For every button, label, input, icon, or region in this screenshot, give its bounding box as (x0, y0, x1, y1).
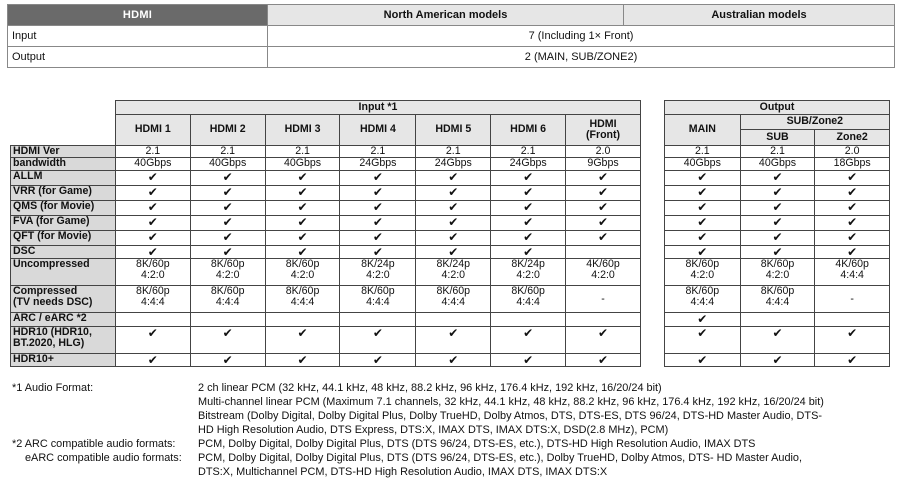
check-icon: ✔ (340, 201, 416, 216)
check-icon: ✔ (566, 186, 641, 201)
input-table-row (11, 246, 641, 259)
arc-formats-text (198, 437, 902, 451)
check-icon: ✔ (665, 201, 741, 216)
spec-value: 2.1 (416, 146, 491, 158)
feature-label: HDMI Ver (11, 146, 116, 158)
check-icon: ✔ (566, 171, 641, 186)
spec-value: 2.1 (190, 146, 265, 158)
check-icon: ✔ (340, 246, 416, 259)
output-spec-table (664, 100, 890, 367)
spec-value: 8K/24p 4:2:0 (340, 259, 416, 286)
check-icon: ✔ (190, 186, 265, 201)
input-table-row (11, 231, 641, 246)
spec-value: 2.1 (665, 146, 741, 158)
input-table-row (11, 186, 641, 201)
feature-label: HDR10 (HDR10, BT.2020, HLG) (11, 327, 116, 354)
summary-header-row (8, 5, 895, 26)
spec-value: 8K/60p 4:4:4 (340, 286, 416, 313)
check-icon: ✔ (190, 246, 265, 259)
check-icon: ✔ (566, 231, 641, 246)
hdmi-header: HDMI (8, 5, 268, 26)
spec-value (815, 313, 890, 327)
check-icon: ✔ (665, 186, 741, 201)
spec-value: 40Gbps (115, 158, 190, 171)
output-table-row (665, 158, 890, 171)
spec-value: 9Gbps (566, 158, 641, 171)
output-main-header: MAIN (665, 115, 741, 146)
arc-formats-label: *2 ARC compatible audio formats: (12, 438, 176, 450)
check-icon: ✔ (340, 216, 416, 231)
check-icon: ✔ (190, 327, 265, 354)
spec-value: 24Gbps (491, 158, 566, 171)
spec-value: 8K/24p 4:2:0 (491, 259, 566, 286)
north-american-header: North American models (268, 5, 624, 26)
check-icon: ✔ (115, 231, 190, 246)
hdmi-summary-table (7, 4, 895, 68)
check-icon: ✔ (416, 246, 491, 259)
audio-format-line: HD High Resolution Audio, DTS Express, DTS:X, IMAX DTS, IMAX DTS:X, DSD(2.8 MHz), PCM) (198, 424, 669, 436)
output-sub-header: SUB (740, 130, 815, 146)
spec-value (740, 313, 815, 327)
check-icon: ✔ (115, 171, 190, 186)
check-icon: ✔ (740, 216, 815, 231)
spec-value: - (815, 286, 890, 313)
spec-value: 4K/60p 4:4:4 (815, 259, 890, 286)
check-icon: ✔ (491, 327, 566, 354)
input-table-row (11, 354, 641, 367)
input-table-row (11, 259, 641, 286)
output-zone2-header: Zone2 (815, 130, 890, 146)
spec-value: 2.0 (815, 146, 890, 158)
output-table-row (665, 354, 890, 367)
check-icon: ✔ (665, 354, 741, 367)
check-icon: ✔ (491, 186, 566, 201)
check-icon: ✔ (190, 354, 265, 367)
feature-label: ALLM (11, 171, 116, 186)
check-icon: ✔ (416, 171, 491, 186)
check-icon: ✔ (740, 354, 815, 367)
check-icon: ✔ (665, 313, 741, 327)
output-sub-group-row (665, 115, 890, 130)
check-icon: ✔ (815, 216, 890, 231)
check-icon: ✔ (265, 327, 340, 354)
feature-label: VRR (for Game) (11, 186, 116, 201)
spec-value (265, 313, 340, 327)
spec-value: 8K/24p 4:2:0 (416, 259, 491, 286)
check-icon: ✔ (815, 231, 890, 246)
check-icon: ✔ (740, 201, 815, 216)
input-table-row (11, 201, 641, 216)
spec-value (566, 313, 641, 327)
check-icon: ✔ (115, 216, 190, 231)
spec-value: 18Gbps (815, 158, 890, 171)
input-table-row (11, 286, 641, 313)
input-table-row (11, 327, 641, 354)
australian-header: Australian models (624, 5, 895, 26)
check-icon: ✔ (815, 354, 890, 367)
check-icon: ✔ (740, 171, 815, 186)
check-icon: ✔ (665, 171, 741, 186)
spec-value: 24Gbps (416, 158, 491, 171)
spec-value: 2.1 (115, 146, 190, 158)
footnotes (12, 381, 902, 479)
feature-label: ARC / eARC *2 (11, 313, 116, 327)
check-icon: ✔ (265, 354, 340, 367)
output-table-row (665, 186, 890, 201)
check-icon: ✔ (815, 327, 890, 354)
feature-label: bandwidth (11, 158, 116, 171)
input-column-header-row (11, 115, 641, 146)
spec-value: 8K/60p 4:2:0 (665, 259, 741, 286)
check-icon: ✔ (190, 231, 265, 246)
check-icon: ✔ (566, 201, 641, 216)
check-icon: ✔ (190, 216, 265, 231)
earc-formats-line: DTS:X, Multichannel PCM, DTS-HD High Resolution Audio, IMAX DTS, IMAX DTS:X (198, 466, 608, 478)
check-icon: ✔ (265, 171, 340, 186)
earc-formats-line: PCM, Dolby Digital, Dolby Digital Plus, DTS (DTS 96/24, DTS-ES, etc.), Dolby TrueHD, Dolby Atmos, DTS- HD Master Audio, (198, 452, 802, 464)
input-table-body (11, 146, 641, 367)
output-table-row (665, 201, 890, 216)
check-icon: ✔ (340, 327, 416, 354)
input-column-header: HDMI 3 (265, 115, 340, 146)
spec-value: 4K/60p 4:2:0 (566, 259, 641, 286)
spec-value (416, 313, 491, 327)
audio-format-line: Multi-channel linear PCM (Maximum 7.1 channels, 32 kHz, 44.1 kHz, 48 kHz, 88.2 kHz, 96 kHz, 176.4 kHz, 192 kHz, 16/20/24 bit) (198, 396, 824, 408)
spec-value (566, 246, 641, 259)
output-subzone2-header: SUB/Zone2 (740, 115, 889, 130)
input-table-row (11, 171, 641, 186)
feature-label: FVA (for Game) (11, 216, 116, 231)
summary-output-row (8, 47, 895, 68)
check-icon: ✔ (566, 354, 641, 367)
spec-value: 8K/60p 4:2:0 (115, 259, 190, 286)
input-spec-table (10, 100, 641, 367)
output-table-row (665, 171, 890, 186)
spec-value: 2.1 (340, 146, 416, 158)
audio-format-note (12, 381, 902, 437)
check-icon: ✔ (815, 171, 890, 186)
check-icon: ✔ (265, 231, 340, 246)
check-icon: ✔ (665, 327, 741, 354)
spec-value: 40Gbps (190, 158, 265, 171)
feature-label: DSC (11, 246, 116, 259)
check-icon: ✔ (416, 354, 491, 367)
spec-value: 2.1 (740, 146, 815, 158)
check-icon: ✔ (491, 231, 566, 246)
input-group-row (11, 101, 641, 115)
check-icon: ✔ (566, 327, 641, 354)
spec-value (190, 313, 265, 327)
spec-value: 8K/60p 4:2:0 (265, 259, 340, 286)
summary-input-value: 7 (Including 1× Front) (268, 26, 895, 47)
input-table-row (11, 216, 641, 231)
input-column-header: HDMI 4 (340, 115, 416, 146)
output-table-body (665, 146, 890, 367)
spec-value: 2.0 (566, 146, 641, 158)
check-icon: ✔ (340, 354, 416, 367)
spec-value: 8K/60p 4:2:0 (740, 259, 815, 286)
check-icon: ✔ (815, 201, 890, 216)
summary-output-value: 2 (MAIN, SUB/ZONE2) (268, 47, 895, 68)
output-table-row (665, 146, 890, 158)
check-icon: ✔ (740, 327, 815, 354)
check-icon: ✔ (265, 201, 340, 216)
check-icon: ✔ (115, 354, 190, 367)
audio-format-line: Bitstream (Dolby Digital, Dolby Digital Plus, Dolby TrueHD, Dolby Atmos, DTS, DTS-ES, DTS 96/24, DTS-HD Master Audio, DTS- (198, 410, 822, 422)
summary-input-row (8, 26, 895, 47)
summary-input-label: Input (8, 26, 268, 47)
input-column-header: HDMI 5 (416, 115, 491, 146)
spec-value (115, 313, 190, 327)
check-icon: ✔ (115, 201, 190, 216)
input-table-row (11, 158, 641, 171)
audio-format-label: *1 Audio Format: (12, 382, 94, 394)
check-icon: ✔ (740, 246, 815, 259)
input-column-header: HDMI (Front) (566, 115, 641, 146)
feature-label: QMS (for Movie) (11, 201, 116, 216)
feature-label: HDR10+ (11, 354, 116, 367)
input-table-row (11, 313, 641, 327)
check-icon: ✔ (665, 216, 741, 231)
spec-value: 8K/60p 4:4:4 (265, 286, 340, 313)
spec-value: 40Gbps (265, 158, 340, 171)
spec-value: 24Gbps (340, 158, 416, 171)
output-table-row (665, 216, 890, 231)
check-icon: ✔ (340, 231, 416, 246)
feature-label: QFT (for Movie) (11, 231, 116, 246)
spec-value: 40Gbps (740, 158, 815, 171)
check-icon: ✔ (190, 171, 265, 186)
spec-value: 8K/60p 4:4:4 (740, 286, 815, 313)
audio-format-text (198, 381, 902, 437)
check-icon: ✔ (190, 201, 265, 216)
check-icon: ✔ (416, 231, 491, 246)
check-icon: ✔ (491, 216, 566, 231)
summary-output-label: Output (8, 47, 268, 68)
check-icon: ✔ (740, 186, 815, 201)
input-column-header: HDMI 2 (190, 115, 265, 146)
spec-value (491, 313, 566, 327)
spec-value: 2.1 (491, 146, 566, 158)
spec-value: 8K/60p 4:4:4 (665, 286, 741, 313)
feature-label: Compressed (TV needs DSC) (11, 286, 116, 313)
output-table-row (665, 313, 890, 327)
check-icon: ✔ (416, 186, 491, 201)
spec-value: 8K/60p 4:4:4 (491, 286, 566, 313)
spec-value: 2.1 (265, 146, 340, 158)
check-icon: ✔ (491, 246, 566, 259)
audio-format-line: 2 ch linear PCM (32 kHz, 44.1 kHz, 48 kHz, 88.2 kHz, 96 kHz, 176.4 kHz, 192 kHz, 16/20/24 bit) (198, 382, 662, 394)
output-group-row (665, 101, 890, 115)
earc-formats-label: eARC compatible audio formats: (25, 452, 182, 464)
input-group-header: Input *1 (115, 101, 640, 115)
earc-formats-note (12, 451, 902, 479)
spec-value (340, 313, 416, 327)
check-icon: ✔ (265, 186, 340, 201)
output-table-row (665, 231, 890, 246)
spec-value: 8K/60p 4:4:4 (190, 286, 265, 313)
check-icon: ✔ (115, 327, 190, 354)
earc-formats-text (198, 451, 902, 479)
check-icon: ✔ (265, 216, 340, 231)
spec-value: - (566, 286, 641, 313)
check-icon: ✔ (340, 171, 416, 186)
output-table-row (665, 327, 890, 354)
output-group-header: Output (665, 101, 890, 115)
input-column-header: HDMI 1 (115, 115, 190, 146)
check-icon: ✔ (566, 216, 641, 231)
input-column-header: HDMI 6 (491, 115, 566, 146)
input-table-row (11, 146, 641, 158)
check-icon: ✔ (815, 186, 890, 201)
check-icon: ✔ (416, 201, 491, 216)
check-icon: ✔ (665, 246, 741, 259)
check-icon: ✔ (265, 246, 340, 259)
spec-value: 8K/60p 4:2:0 (190, 259, 265, 286)
spec-value: 8K/60p 4:4:4 (115, 286, 190, 313)
check-icon: ✔ (115, 246, 190, 259)
arc-formats-note (12, 437, 902, 451)
check-icon: ✔ (115, 186, 190, 201)
output-table-row (665, 286, 890, 313)
spec-value: 8K/60p 4:4:4 (416, 286, 491, 313)
check-icon: ✔ (416, 327, 491, 354)
check-icon: ✔ (491, 201, 566, 216)
output-table-row (665, 259, 890, 286)
check-icon: ✔ (491, 171, 566, 186)
check-icon: ✔ (340, 186, 416, 201)
check-icon: ✔ (815, 246, 890, 259)
check-icon: ✔ (491, 354, 566, 367)
check-icon: ✔ (416, 216, 491, 231)
check-icon: ✔ (740, 231, 815, 246)
feature-label: Uncompressed (11, 259, 116, 286)
spec-value: 40Gbps (665, 158, 741, 171)
check-icon: ✔ (665, 231, 741, 246)
output-table-row (665, 246, 890, 259)
arc-formats-line: PCM, Dolby Digital, Dolby Digital Plus, DTS (DTS 96/24, DTS-ES, etc.), DTS-HD High Resolution Audio, IMAX DTS (198, 438, 756, 450)
